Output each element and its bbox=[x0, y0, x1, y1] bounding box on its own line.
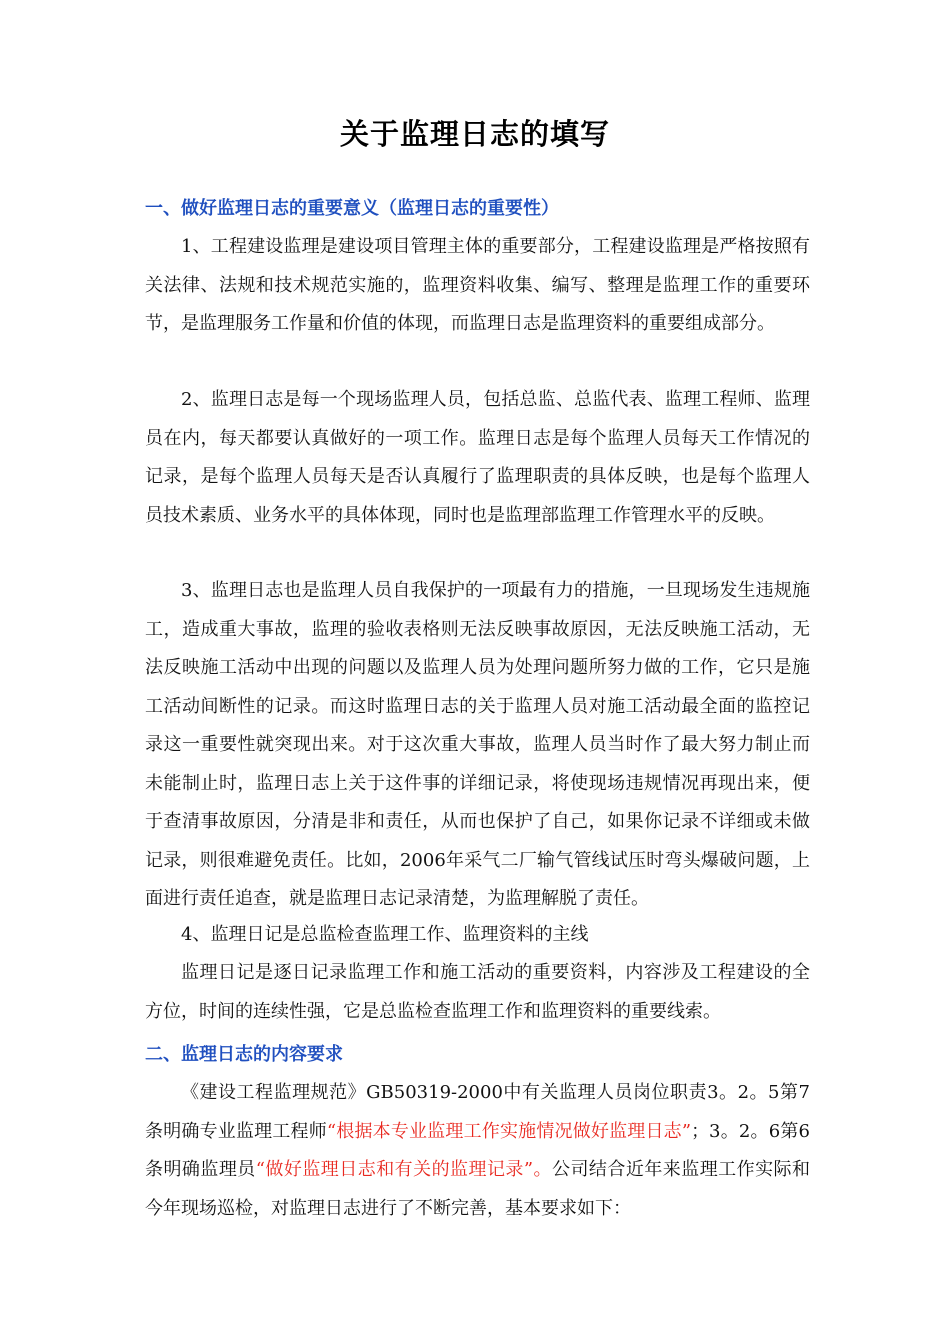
quote-supervisor-duty: “做好监理日志和有关的监理记录”。 bbox=[255, 1159, 553, 1180]
quote-engineer-duty: “根据本专业监理工作实施情况做好监理日志” bbox=[326, 1120, 692, 1142]
paragraph-standard-reference bbox=[145, 1074, 810, 1228]
standard-text-part1: 《建设工程监理规范》GB50319-2000中有关监理人员岗位职责3。2。5第7条明确专业监理工程师 bbox=[145, 1082, 810, 1142]
paragraph-item-3: 3、监理日志也是监理人员自我保护的一项最有力的措施，一旦现场发生违规施工，造成重大事故，监理的验收表格则无法反映事故原因，无法反映施工活动，无法反映施工活动中出现的问题以及监理人员为处理问题所努力做的工作，它只是施工活动间断性的记录。而这时监理日志的关于监理人员对施工活动最全面的监控记录这一重要性就突现出来。对于这次重大事故，监理人员当时作了最大努力制止而未能制止时，监理日志上关于这件事的详细记录，将使现场违规情况再现出来，便于查清事故原因，分清是非和责任，从而也保护了自己，如果你记录不详细或未做记录，则很难避免责任。比如，2006年采气二厂输气管线试压时弯头爆破问题，上面进行责任追查，就是监理日志记录清楚，为监理解脱了责任。 bbox=[145, 580, 810, 909]
section-heading-content-requirements: 二、监理日志的内容要求 bbox=[145, 1044, 343, 1065]
paragraph-item-4: 4、监理日记是总监检查监理工作、监理资料的主线 bbox=[181, 924, 589, 945]
paragraph-item-2: 2、监理日志是每一个现场监理人员，包括总监、总监代表、监理工程师、监理员在内，每天都要认真做好的一项工作。监理日志是每个监理人员每天工作情况的记录，是每个监理人员每天是否认真履行了监理职责的具体反映，也是每个监理人员技术素质、业务水平的具体体现，同时也是监理部监理工作管理水平的反映。 bbox=[145, 389, 810, 526]
paragraph-item-1: 1、工程建设监理是建设项目管理主体的重要部分，工程建设监理是严格按照有关法律、法规和技术规范实施的，监理资料收集、编写、整理是监理工作的重要环节，是监理服务工作量和价值的体现，而监理日志是监理资料的重要组成部分。 bbox=[145, 236, 810, 334]
standard-text-part2: ；3。2。6第6条明确监理员 bbox=[145, 1120, 811, 1180]
paragraph-item-4-detail: 监理日记是逐日记录监理工作和施工活动的重要资料，内容涉及工程建设的全方位，时间的连续性强，它是总监检查监理工作和监理资料的重要线索。 bbox=[145, 962, 810, 1022]
standard-text-part3: 公司结合近年来监理工作实际和今年现场巡检，对监理日志进行了不断完善，基本要求如下： bbox=[145, 1159, 811, 1219]
page-title: 关于监理日志的填写 bbox=[339, 117, 610, 151]
section-heading-importance: 一、做好监理日志的重要意义（监理日志的重要性） bbox=[145, 198, 559, 219]
